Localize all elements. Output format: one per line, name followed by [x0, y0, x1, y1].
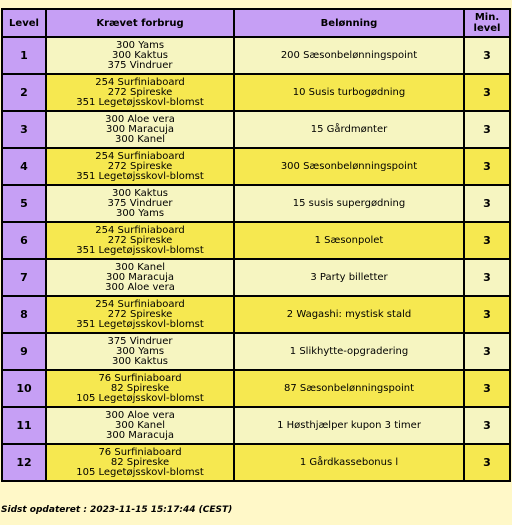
requirement-item: 300 Kanel	[114, 133, 166, 145]
min-level-cell: 3	[464, 222, 510, 259]
table-row	[2, 74, 510, 111]
header-min-level-line2: level	[473, 23, 501, 34]
min-level-cell: 3	[464, 259, 510, 296]
level-cell: 4	[2, 148, 46, 185]
requirement-cell	[46, 370, 234, 407]
table-body	[2, 37, 510, 481]
level-cell: 9	[2, 333, 46, 370]
requirement-item: 351 Legetøjsskovl-blomst	[76, 244, 204, 256]
requirement-item: 272 Spireske	[107, 160, 173, 172]
reward-cell: 200 Sæsonbelønningspoint	[234, 37, 464, 74]
requirement-item: 300 Yams	[115, 345, 165, 357]
requirement-item: 272 Spireske	[107, 308, 173, 320]
requirement-item: 300 Aloe vera	[105, 113, 175, 125]
requirement-item: 300 Aloe vera	[105, 281, 175, 293]
level-cell: 2	[2, 74, 46, 111]
min-level-cell: 3	[464, 444, 510, 481]
min-level-cell: 3	[464, 370, 510, 407]
level-cell: 6	[2, 222, 46, 259]
level-cell: 8	[2, 296, 46, 333]
requirement-cell	[46, 185, 234, 222]
requirement-item: 300 Maracuja	[105, 429, 174, 441]
header-reward: Belønning	[234, 9, 464, 37]
requirement-item: 300 Maracuja	[105, 271, 174, 283]
requirement-item: 300 Yams	[115, 39, 165, 51]
requirement-item: 300 Yams	[115, 207, 165, 219]
last-updated-footer: Sidst opdateret : 2023-11-15 15:17:44 (CEST)	[1, 505, 233, 515]
min-level-cell: 3	[464, 74, 510, 111]
reward-cell: 3 Party billetter	[234, 259, 464, 296]
requirement-cell	[46, 111, 234, 148]
requirement-item: 300 Kanel	[114, 419, 166, 431]
reward-cell: 10 Susis turbogødning	[234, 74, 464, 111]
min-level-cell: 3	[464, 111, 510, 148]
requirement-cell	[46, 148, 234, 185]
table-header-row	[2, 9, 510, 37]
requirement-item: 300 Kanel	[114, 261, 166, 273]
level-cell: 12	[2, 444, 46, 481]
reward-cell: 15 Gårdmønter	[234, 111, 464, 148]
table-row	[2, 407, 510, 444]
level-cell: 1	[2, 37, 46, 74]
requirement-cell	[46, 222, 234, 259]
requirement-item: 375 Vindruer	[107, 59, 173, 71]
level-cell: 3	[2, 111, 46, 148]
requirement-item: 351 Legetøjsskovl-blomst	[76, 318, 204, 330]
requirement-cell	[46, 444, 234, 481]
reward-cell: 1 Høsthjælper kupon 3 timer	[234, 407, 464, 444]
requirement-cell	[46, 37, 234, 74]
requirement-cell	[46, 74, 234, 111]
min-level-cell: 3	[464, 185, 510, 222]
table-row	[2, 444, 510, 481]
header-level: Level	[2, 9, 46, 37]
requirement-cell	[46, 333, 234, 370]
requirement-item: 351 Legetøjsskovl-blomst	[76, 170, 204, 182]
requirement-cell	[46, 259, 234, 296]
reward-cell: 1 Gårdkassebonus l	[234, 444, 464, 481]
requirement-cell	[46, 407, 234, 444]
table-row	[2, 148, 510, 185]
requirement-item: 76 Surfiniaboard	[98, 372, 182, 384]
requirement-item: 254 Surfiniaboard	[95, 224, 185, 236]
level-cell: 11	[2, 407, 46, 444]
level-cell: 5	[2, 185, 46, 222]
requirement-item: 272 Spireske	[107, 234, 173, 246]
table-row	[2, 222, 510, 259]
reward-cell: 2 Wagashi: mystisk stald	[234, 296, 464, 333]
table-row	[2, 259, 510, 296]
reward-cell: 1 Sæsonpolet	[234, 222, 464, 259]
table-row	[2, 296, 510, 333]
requirement-item: 76 Surfiniaboard	[98, 446, 182, 458]
table-row	[2, 370, 510, 407]
requirement-item: 82 Spireske	[110, 382, 170, 394]
min-level-cell: 3	[464, 333, 510, 370]
requirement-item: 105 Legetøjsskovl-blomst	[76, 392, 204, 404]
header-min-level-line1: Min.	[474, 12, 500, 23]
table-row	[2, 37, 510, 74]
min-level-cell: 3	[464, 37, 510, 74]
table-row	[2, 333, 510, 370]
requirement-item: 300 Maracuja	[105, 123, 174, 135]
rewards-table	[1, 8, 511, 482]
level-cell: 7	[2, 259, 46, 296]
requirement-item: 375 Vindruer	[107, 335, 173, 347]
requirement-item: 300 Kaktus	[111, 355, 169, 367]
reward-cell: 300 Sæsonbelønningspoint	[234, 148, 464, 185]
header-min-level	[464, 9, 510, 37]
reward-cell: 1 Slikhytte-opgradering	[234, 333, 464, 370]
min-level-cell: 3	[464, 296, 510, 333]
requirement-item: 82 Spireske	[110, 456, 170, 468]
requirement-item: 272 Spireske	[107, 86, 173, 98]
requirement-item: 300 Aloe vera	[105, 409, 175, 421]
requirement-item: 300 Kaktus	[111, 49, 169, 61]
requirement-item: 254 Surfiniaboard	[95, 150, 185, 162]
reward-cell: 15 susis supergødning	[234, 185, 464, 222]
requirement-item: 375 Vindruer	[107, 197, 173, 209]
reward-cell: 87 Sæsonbelønningspoint	[234, 370, 464, 407]
requirement-item: 254 Surfiniaboard	[95, 298, 185, 310]
level-cell: 10	[2, 370, 46, 407]
requirement-item: 351 Legetøjsskovl-blomst	[76, 96, 204, 108]
requirement-item: 254 Surfiniaboard	[95, 76, 185, 88]
header-requirement: Krævet forbrug	[46, 9, 234, 37]
min-level-cell: 3	[464, 407, 510, 444]
requirement-cell	[46, 296, 234, 333]
table-row	[2, 185, 510, 222]
min-level-cell: 3	[464, 148, 510, 185]
table-row	[2, 111, 510, 148]
requirement-item: 300 Kaktus	[111, 187, 169, 199]
requirement-item: 105 Legetøjsskovl-blomst	[76, 466, 204, 478]
